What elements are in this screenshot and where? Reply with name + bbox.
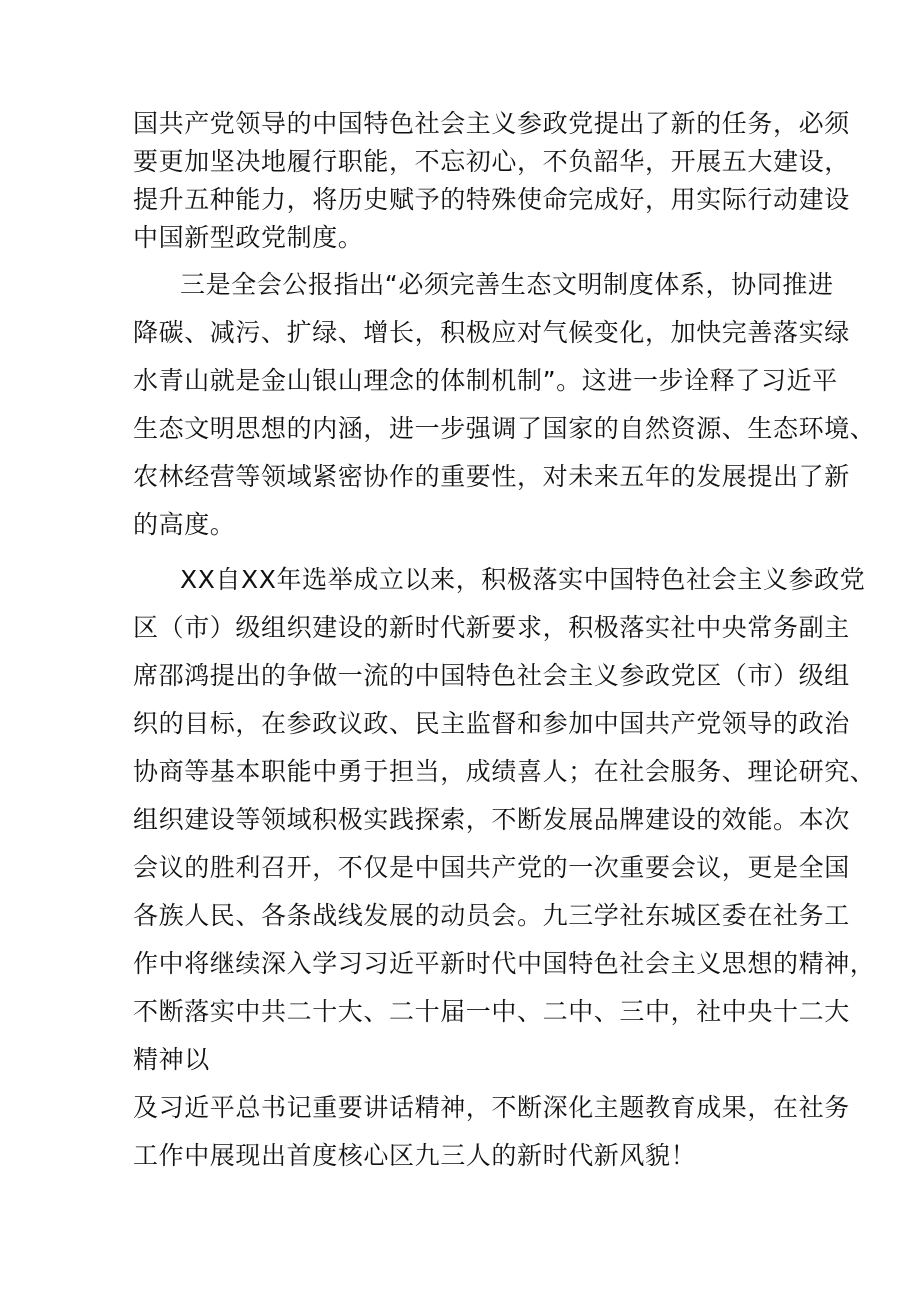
text-line: XX自XX年选举成立以来，积极落实中国特色社会主义参政党 <box>180 565 866 594</box>
text-line: 水青山就是金山银山理念的体制机制”。这进一步诠释了习近平 <box>133 366 838 395</box>
text-line: 降碳、减污、扩绿、增长，积极应对气候变化，加快完善落实绿 <box>133 318 850 347</box>
text-line: 精神以 <box>133 1045 210 1074</box>
text-line: 的高度。 <box>133 510 236 539</box>
text-line: 农林经营等领域紧密协作的重要性，对未来五年的发展提出了新 <box>133 462 850 491</box>
text-line: 中国新型政党制度。 <box>133 223 364 252</box>
text-line: 作中将继续深入学习习近平新时代中国特色社会主义思想的精神， <box>133 949 876 978</box>
text-line: 区（市）级组织建设的新时代新要求，积极落实社中央常务副主 <box>133 613 850 642</box>
text-line: 会议的胜利召开，不仅是中国共产党的一次重要会议，更是全国 <box>133 853 850 882</box>
text-line: 三是全会公报指出“必须完善生态文明制度体系，协同推进 <box>180 270 834 299</box>
text-line: 及习近平总书记重要讲话精神，不断深化主题教育成果，在社务 <box>133 1093 850 1122</box>
text-line: 协商等基本职能中勇于担当，成绩喜人；在社会服务、理论研究、 <box>133 757 876 786</box>
text-line: 不断落实中共二十大、二十届一中、二中、三中，社中央十二大 <box>133 997 850 1026</box>
text-line: 要更加坚决地履行职能，不忘初心，不负韶华，开展五大建设， <box>133 147 850 176</box>
text-line: 织的目标，在参政议政、民主监督和参加中国共产党领导的政治 <box>133 709 850 738</box>
text-line: 国共产党领导的中国特色社会主义参政党提出了新的任务，必须 <box>133 109 850 138</box>
text-line: 各族人民、各条战线发展的动员会。九三学社东城区委在社务工 <box>133 901 850 930</box>
text-line: 提升五种能力，将历史赋予的特殊使命完成好，用实际行动建设 <box>133 185 850 214</box>
text-line: 工作中展现出首度核心区九三人的新时代新风貌！ <box>133 1141 697 1170</box>
text-line: 生态文明思想的内涵，进一步强调了国家的自然资源、生态环境、 <box>133 414 876 443</box>
text-line: 组织建设等领域积极实践探索，不断发展品牌建设的效能。本次 <box>133 805 850 834</box>
text-line: 席邵鸿提出的争做一流的中国特色社会主义参政党区（市）级组 <box>133 661 850 690</box>
